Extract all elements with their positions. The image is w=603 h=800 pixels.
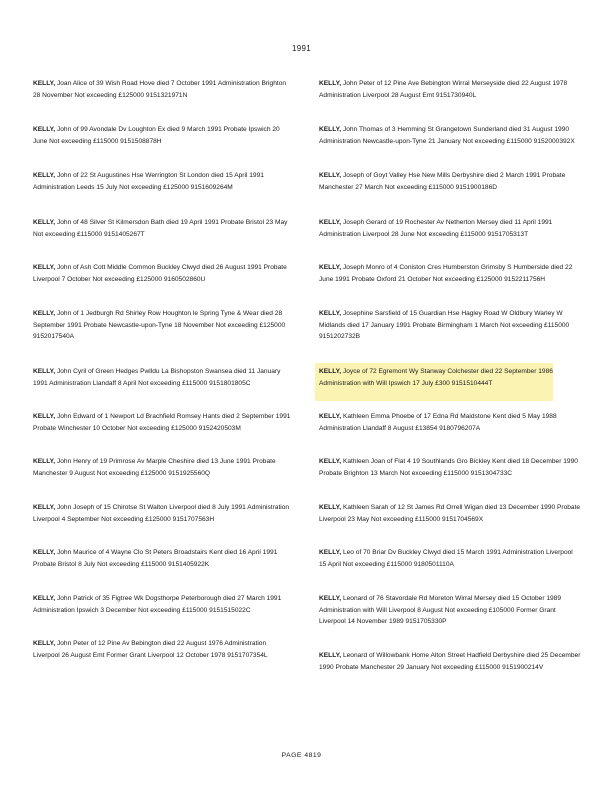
- entry-text: Joan Alice of 39 Wish Road Hove died 7 October 1991 Administration Brighton 28 November Not exceeding £125000 9151321971N: [33, 80, 287, 99]
- entry-surname: KELLY,: [319, 504, 342, 511]
- list-item: [33, 78, 291, 101]
- list-item: [319, 308, 581, 343]
- entry-surname: KELLY,: [319, 595, 342, 602]
- entry-text: John of 48 Silver St Kilmersdon Bath died 19 April 1991 Probate Bristol 23 May Not exceeding £115000 9151405267T: [33, 219, 288, 238]
- entry-surname: KELLY,: [33, 413, 56, 420]
- entry-text: Kathleen Emma Phoebe of 17 Edna Rd Maidstone Kent died 5 May 1988 Administration Llandaff 8 August £13854 9180796207A: [319, 413, 557, 432]
- entry-text: John of 22 St Augustines Hse Werrington St London died 15 April 1991 Administration Leeds 15 July Not exceeding £125000 9151609264M: [33, 172, 264, 191]
- entry-text: Kathleen Sarah of 12 St James Rd Orrell Wigan died 13 December 1990 Probate Liverpool 23 May Not exceeding £115000 9151704569X: [319, 504, 581, 523]
- entry-text: John of 1 Jedburgh Rd Shirley Row Houghton le Spring Tyne & Wear died 28 September 1991 Probate Newcastle-upon-Tyne 18 November Not exceeding £125000 9152017540A: [33, 310, 286, 340]
- list-item: [319, 650, 581, 673]
- entry-surname: KELLY,: [33, 172, 56, 179]
- entry-text: Joseph Gerard of 19 Rochester Av Netherton Mersey died 11 April 1991 Administration Liverpool 28 June Not exceeding £115000 9151705313T: [319, 219, 553, 238]
- entry-text: John Peter of 12 Pine Av Bebington died 22 August 1976 Administration Liverpool 26 August Emt Former Grant Liverpool 12 October 1978 9151707354L: [33, 640, 268, 659]
- entry-text: Joseph Monro of 4 Coniston Cres Humberston Grimsby S Humberside died 22 June 1991 Probate Oxford 21 October Not exceeding £125000 9152211756H: [319, 264, 573, 283]
- entry-surname: KELLY,: [319, 652, 342, 659]
- entry-surname: KELLY,: [33, 504, 56, 511]
- entry-surname: KELLY,: [33, 264, 56, 271]
- entry-surname: KELLY,: [33, 219, 56, 226]
- list-item: [33, 217, 291, 240]
- list-item: [319, 124, 581, 147]
- entry-text: John Maurice of 4 Wayne Clo St Peters Broadstairs Kent died 16 April 1991 Probate Bristol 8 July Not exceeding £115000 9151405922K: [33, 549, 278, 568]
- list-item: [319, 170, 581, 193]
- entry-surname: KELLY,: [319, 368, 342, 375]
- list-item: [319, 411, 581, 434]
- entry-text: John Patrick of 35 Figtree Wk Dogsthorpe Peterborough died 27 March 1991 Administration Ipswich 3 December Not exceeding £115000 9151515022C: [33, 595, 282, 614]
- list-item: [33, 124, 291, 147]
- entry-text: Leo of 70 Briar Dv Buckley Clwyd died 15 March 1991 Administration Liverpool 15 April Not exceeding £115000 9180501110A: [319, 549, 573, 568]
- entry-text: John Cyril of Green Hedges Pwlldu La Bishopston Swansea died 11 January 1991 Administration Llandaff 8 April Not exceeding £115000 9151801805C: [33, 368, 281, 387]
- list-item: [319, 547, 581, 570]
- list-item: [33, 170, 291, 193]
- entry-text: Josephine Sarsfield of 15 Guardian Hse Hagley Road W Oldbury Warley W Midlands died 17 January 1991 Probate Birmingham 1 March Not exceeding £115000 9151202732B: [319, 310, 570, 340]
- entry-surname: KELLY,: [33, 640, 56, 647]
- entry-surname: KELLY,: [319, 264, 342, 271]
- entry-text: Leonard of Willowbank Home Alton Street Hadfield Derbyshire died 25 December 1990 Probate Manchester 29 January Not exceeding £115000 9151900214V: [319, 652, 581, 671]
- entry-surname: KELLY,: [319, 219, 342, 226]
- list-item: [319, 217, 581, 240]
- list-item-highlighted: [319, 366, 581, 389]
- list-item: [33, 411, 291, 434]
- list-item: [33, 366, 291, 389]
- entry-text: Joseph of Goyt Valley Hse New Mills Derbyshire died 2 March 1991 Probate Manchester 27 March Not exceeding £115000 9151900186D: [319, 172, 566, 191]
- entry-surname: KELLY,: [319, 126, 342, 133]
- entry-text: John Peter of 12 Pine Ave Bebington Wirral Merseyside died 22 August 1978 Administration Liverpool 28 August Emt 9151730940L: [319, 80, 568, 99]
- entry-text: John Edward of 1 Newport Ld Brachfield Romsey Hants died 2 September 1991 Probate Winchester 10 October Not exceeding £125000 9152420503M: [33, 413, 291, 432]
- entry-surname: KELLY,: [33, 458, 56, 465]
- list-item: [33, 638, 291, 661]
- list-item: [319, 593, 581, 628]
- entry-text: Leonard of 76 Stavordale Rd Moreton Wirral Mersey died 15 October 1989 Administration with Will Liverpool 8 August Not exceeding £105000 Former Grant Liverpool 14 November 1989 9151705330P: [319, 595, 562, 625]
- entry-surname: KELLY,: [33, 310, 56, 317]
- list-item: [319, 78, 581, 101]
- page-number: PAGE 4819: [281, 752, 322, 759]
- entry-surname: KELLY,: [319, 413, 342, 420]
- entry-text: John Henry of 19 Primrose Av Marple Cheshire died 13 June 1991 Probate Manchester 9 August Not exceeding £125000 9151925560Q: [33, 458, 276, 477]
- entry-surname: KELLY,: [319, 458, 342, 465]
- entry-surname: KELLY,: [319, 172, 342, 179]
- list-item: [33, 593, 291, 616]
- list-item: [319, 456, 581, 479]
- entry-surname: KELLY,: [319, 80, 342, 87]
- entry-text: John Joseph of 15 Chirotse St Walton Liverpool died 8 July 1991 Administration Liverpool 4 September Not exceeding £125000 9151707563H: [33, 504, 290, 523]
- entry-text: John of 99 Avondale Dv Loughton Ex died 9 March 1991 Probate Ipswich 20 June Not exceeding £115000 9151508878H: [33, 126, 280, 145]
- entry-text: Joyce of 72 Egremont Wy Stanway Colchester died 22 September 1986 Administration with Will Ipswich 17 July £300 9151510444T: [319, 368, 553, 387]
- entry-text: John Thomas of 3 Hemming St Grangetown Sunderland died 31 August 1990 Administration Newcastle-upon-Tyne 21 January Not exceeding £115000 9152000392X: [319, 126, 575, 145]
- entry-text: Kathleen Joan of Flat 4 19 Southlands Gro Bickley Kent died 18 December 1990 Probate Brighton 13 March Not exceeding £115000 9151304733C: [319, 458, 578, 477]
- list-item: [319, 262, 581, 285]
- entry-surname: KELLY,: [319, 310, 342, 317]
- entry-surname: KELLY,: [33, 126, 56, 133]
- list-item: [33, 547, 291, 570]
- entry-surname: KELLY,: [319, 549, 342, 556]
- list-item: [33, 456, 291, 479]
- entry-surname: KELLY,: [33, 368, 56, 375]
- entry-surname: KELLY,: [33, 595, 56, 602]
- entry-surname: KELLY,: [33, 80, 56, 87]
- entry-text: John of Ash Cott Middle Common Buckley Clwyd died 26 August 1991 Probate Liverpool 7 October Not exceeding £125000 9160502860U: [33, 264, 287, 283]
- list-item: [33, 262, 291, 285]
- entry-surname: KELLY,: [33, 549, 56, 556]
- list-item: [33, 308, 291, 343]
- list-item: [33, 502, 291, 525]
- list-item: [319, 502, 581, 525]
- page-year: 1991: [292, 44, 311, 53]
